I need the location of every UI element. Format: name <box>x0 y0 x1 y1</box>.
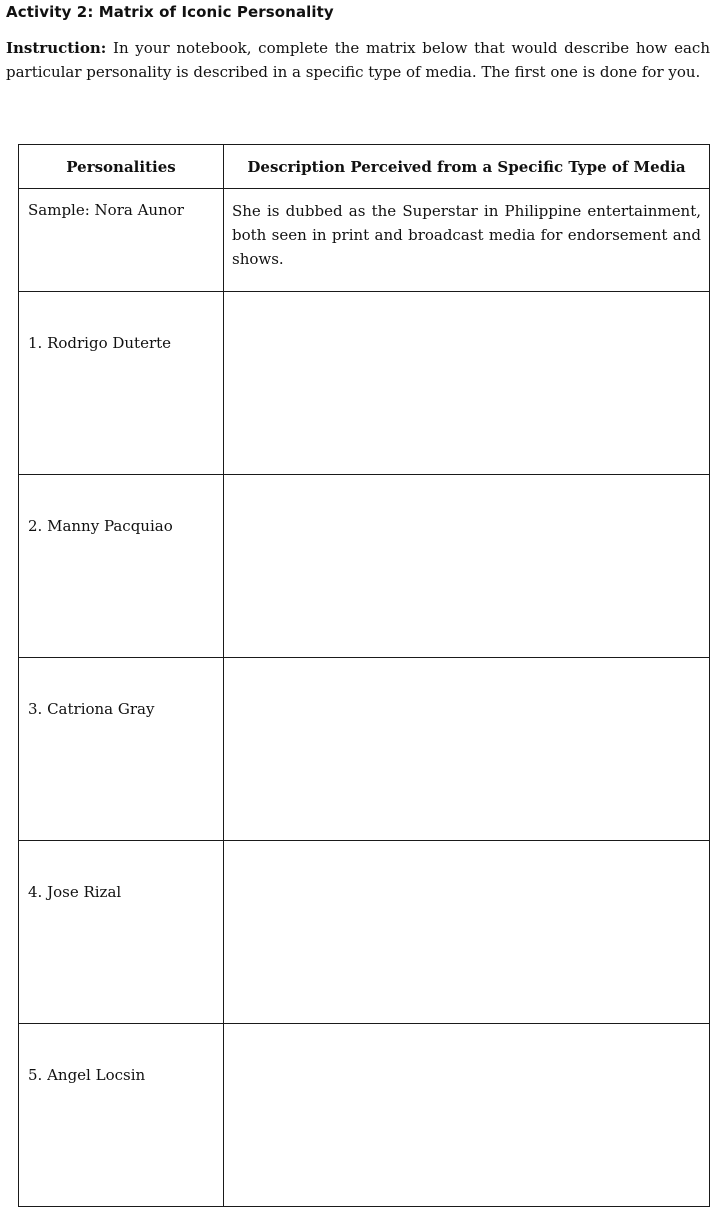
personality-name-cell: 3. Catriona Gray <box>19 658 224 841</box>
description-cell <box>224 1024 710 1207</box>
sample-row <box>19 189 710 292</box>
instruction-text: In your notebook, complete the matrix below that would describe how each particular personality is described in a specific type of media. The first one is done for you. <box>6 39 710 81</box>
description-cell <box>224 475 710 658</box>
table-row <box>19 292 710 475</box>
instruction-paragraph <box>6 36 710 84</box>
description-cell <box>224 292 710 475</box>
sample-name-cell: Sample: Nora Aunor <box>19 189 224 292</box>
personality-name-cell: 4. Jose Rizal <box>19 841 224 1024</box>
personality-name-cell: 1. Rodrigo Duterte <box>19 292 224 475</box>
personality-name-cell: 5. Angel Locsin <box>19 1024 224 1207</box>
activity-title: Activity 2: Matrix of Iconic Personality <box>6 3 334 21</box>
personality-matrix-table <box>18 144 710 1207</box>
description-cell <box>224 658 710 841</box>
header-description: Description Perceived from a Specific Type of Media <box>224 145 710 189</box>
header-personalities: Personalities <box>19 145 224 189</box>
table-row <box>19 841 710 1024</box>
instruction-label: Instruction: <box>6 39 107 57</box>
table-header-row <box>19 145 710 189</box>
table-row <box>19 658 710 841</box>
table-row <box>19 1024 710 1207</box>
description-cell <box>224 841 710 1024</box>
sample-description-cell: She is dubbed as the Superstar in Philippine entertainment, both seen in print and broadcast media for endorsement and shows. <box>224 189 710 292</box>
table-row <box>19 475 710 658</box>
personality-name-cell: 2. Manny Pacquiao <box>19 475 224 658</box>
